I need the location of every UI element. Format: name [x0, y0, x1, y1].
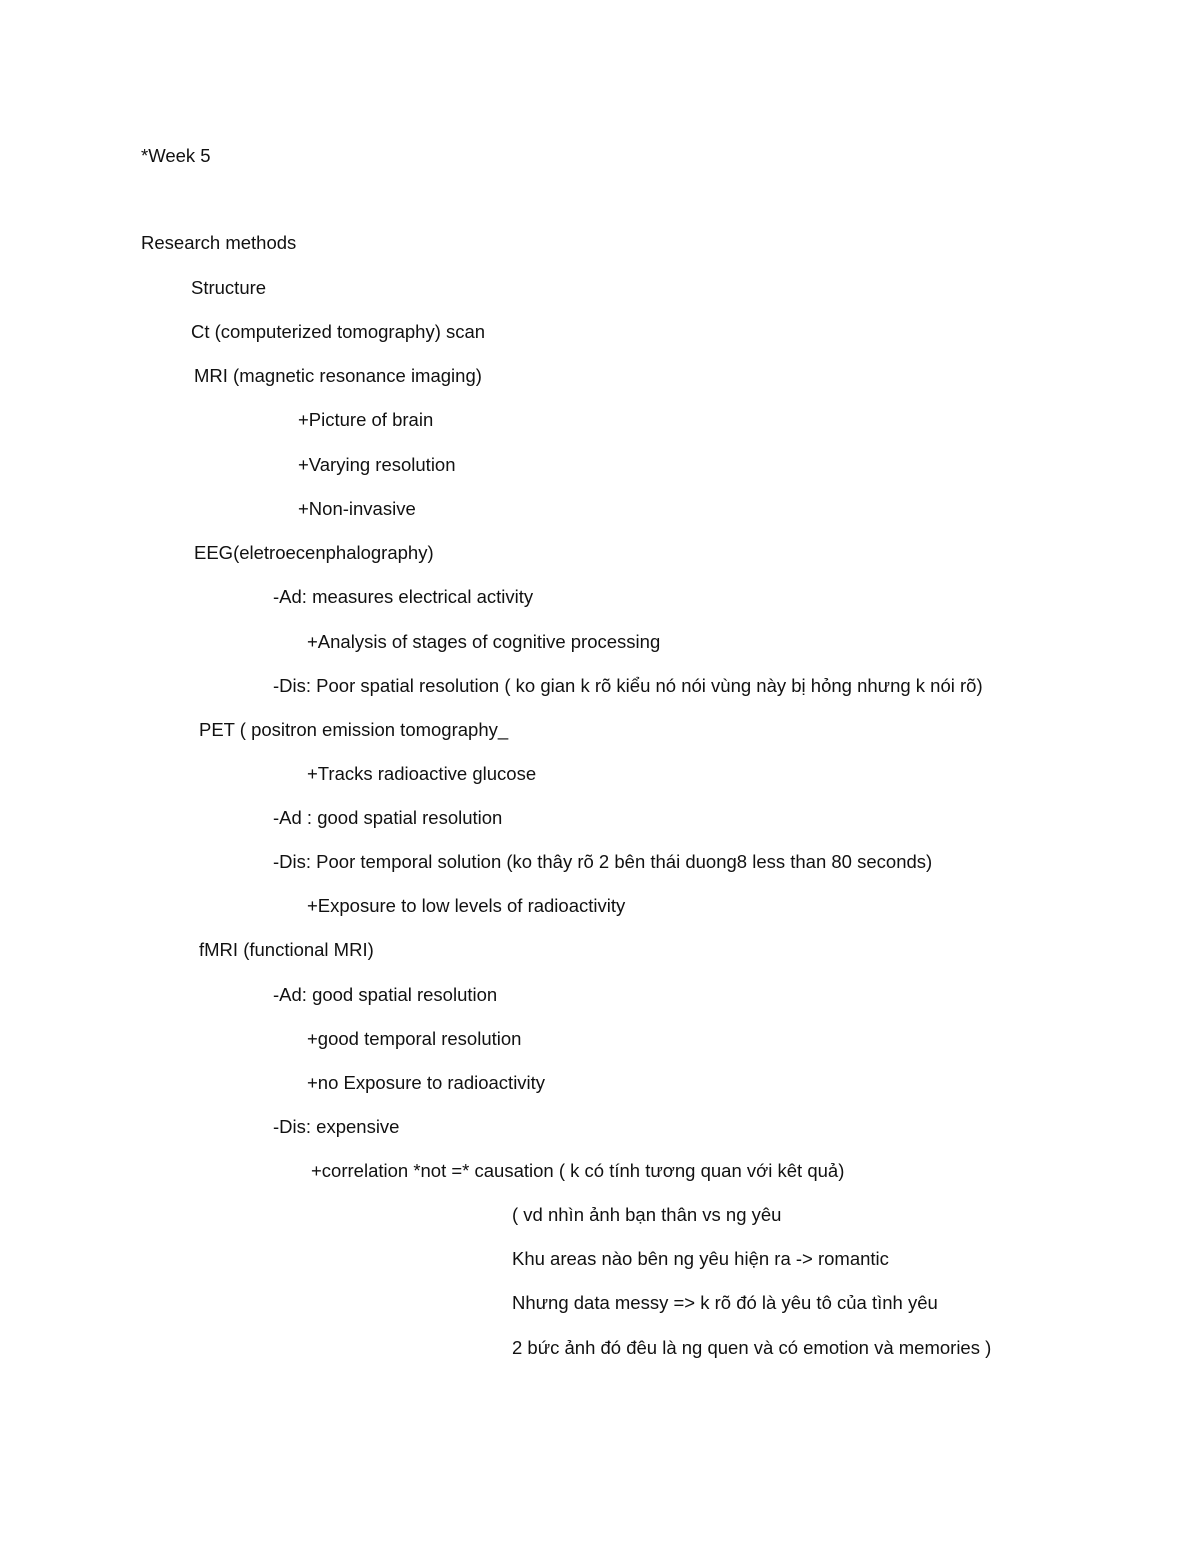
fmri-disadvantage-point: +correlation *not =* causation ( k có tính tương quan với kêt quả): [311, 1160, 845, 1181]
week-heading: *Week 5: [141, 145, 211, 166]
subsection-structure: Structure: [191, 277, 267, 298]
pet-disadvantage: -Dis: Poor temporal solution (ko thây rõ 2 bên thái duong8 less than 80 seconds): [273, 851, 933, 872]
mri-point: +Varying resolution: [298, 454, 456, 475]
eeg-disadvantage: -Dis: Poor spatial resolution ( ko gian k rõ kiểu nó nói vùng này bị hỏng nhưng k nói rõ): [273, 675, 983, 696]
example-note: 2 bức ảnh đó đêu là ng quen và có emotion và memories ): [512, 1337, 992, 1358]
method-pet: PET ( positron emission tomography_: [199, 719, 509, 740]
fmri-advantage-point: +good temporal resolution: [307, 1028, 522, 1049]
example-note: ( vd nhìn ảnh bạn thân vs ng yêu: [512, 1204, 782, 1225]
section-title: Research methods: [141, 232, 297, 253]
eeg-advantage: -Ad: measures electrical activity: [273, 586, 534, 607]
fmri-advantage-point: +no Exposure to radioactivity: [307, 1072, 546, 1093]
eeg-advantage-point: +Analysis of stages of cognitive processing: [307, 631, 661, 652]
pet-disadvantage-point: +Exposure to low levels of radioactivity: [307, 895, 626, 916]
mri-point: +Picture of brain: [298, 409, 434, 430]
fmri-advantage: -Ad: good spatial resolution: [273, 984, 498, 1005]
method-ct: Ct (computerized tomography) scan: [191, 321, 486, 342]
mri-point: +Non-invasive: [298, 498, 416, 519]
method-fmri: fMRI (functional MRI): [199, 939, 374, 960]
method-mri: MRI (magnetic resonance imaging): [194, 365, 482, 386]
fmri-disadvantage: -Dis: expensive: [273, 1116, 400, 1137]
method-eeg: EEG(eletroecenphalography): [194, 542, 434, 563]
example-note: Khu areas nào bên ng yêu hiện ra -> romantic: [512, 1248, 889, 1269]
pet-advantage: -Ad : good spatial resolution: [273, 807, 503, 828]
pet-point: +Tracks radioactive glucose: [307, 763, 537, 784]
example-note: Nhưng data messy => k rõ đó là yêu tô của tình yêu: [512, 1292, 938, 1313]
